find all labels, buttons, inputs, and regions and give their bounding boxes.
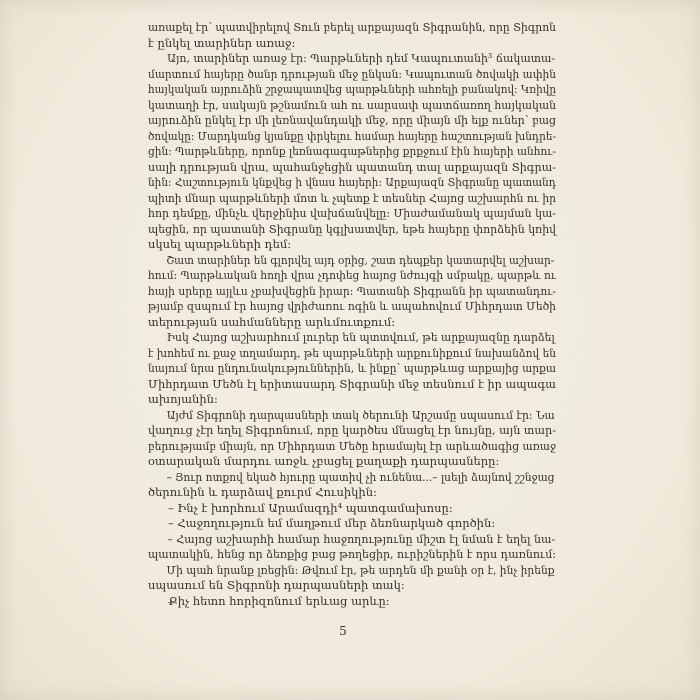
text-line: պիտի մնար պարթևների մոտ և չպետք է տեսներ Հայոց աշխարհն ու իր: [148, 190, 556, 205]
paragraph: [148, 594, 556, 610]
text-line: հում: Պարթևական հողի վրա չդոփեց հայոց նժույգի սմբակը, պարթև ու: [148, 268, 556, 282]
text-line: – Ինչ է խորհում Արամազդի⁴ պատգամախոսը:: [168, 500, 453, 515]
text-line: պեցին, որ պատանի Տիգրանը կգլխատվեր, եթե հայերը փորձեին կռիվ: [148, 221, 556, 236]
text-line: կատաղի էր, սակայն թշնամուն ահ ու սարսափ պատճառող հայկական: [148, 97, 556, 112]
text-line: սկսել պարթևների դեմ:: [148, 237, 292, 251]
text-line: թյամբ զսպում էր հայոց վրիժառու ոգին և ապահովում Միհրդատ Մեծի: [148, 299, 556, 313]
text-line: պատակին, հենց որ ձեռքից բաց թողեցիր, ուրիշներին է որս դառնում:: [148, 547, 556, 561]
paragraph: [148, 501, 556, 517]
text-line: ախոյանին:: [148, 392, 218, 406]
text-line: սպասում են Տիգրոնի դարպասների տակ:: [148, 578, 405, 592]
text-line: – Յուր ոտքով եկած հյուրը պատիվ չի ունենա...– լսելի ձայնով շշնջաց: [166, 469, 555, 484]
paragraph: [148, 20, 556, 51]
page-number: 5: [339, 624, 347, 638]
paragraph: [148, 532, 556, 563]
text-line: Միհրդատ Մեծն էլ երիտասարդ Տիգրանի մեջ տեսնում է իր ապագա: [148, 376, 556, 391]
paragraph: [148, 330, 556, 408]
text-line: այրուձին ընկել էր մի լեռնավանդակի մեջ, որը միայն մի ելք ուներ՝ բաց: [148, 113, 556, 127]
text-line: – Հաջողություն եմ մաղթում մեր ձեռնարկած գործին:: [168, 516, 496, 530]
text-line: մարտում հայերը ծանր դրության մեջ ընկան: Կապուտան ծովակի ափին: [148, 66, 556, 81]
text-line: նայում նրա ընդունակություններին, և ինքը՝ պարթևաց արքայից արքա: [148, 361, 556, 375]
text-line: – Հայոց աշխարհի համար հաջողությունը միշտ էլ նման է եղել նա-: [167, 531, 556, 546]
paragraph: [148, 51, 556, 253]
text-line: Քիչ հետո հորիզոնում երևաց արևը:: [168, 593, 390, 608]
text-line: օտարական մարդու առջև չբացել քաղաքի դարպասները:: [148, 454, 500, 468]
text-line: է ընկել տարիներ առաջ:: [148, 35, 296, 50]
text-line: բերությամբ միայն, որ Միհրդատ Մեծը հրամայել էր արևածագից առաջ: [148, 438, 556, 453]
paragraph: [148, 470, 556, 501]
text-line: տերության սահմանները արևմուտքում:: [148, 314, 396, 329]
text-line: Իսկ Հայոց աշխարհում լուրեր են պտտվում, թե արքայազնը դարձել: [166, 330, 555, 344]
text-line: ծովակը: Մարդկանց կյանքը փրկելու համար հայերը հաշտության խնդրե-: [148, 128, 556, 143]
text-line: Այո, տարիներ առաջ էր: Պարթևների դեմ Կապուտանի³ ճակատա-: [167, 51, 556, 65]
text-line: հայկական այրուձին շրջապատվեց պարթևների ահռելի բանակով: Կռիվը: [148, 82, 556, 96]
text-line: սալի դրության վրա, պահանջեցին պատանդ տալ արքայազն Տիգրա-: [148, 159, 556, 174]
text-line: հայի սրերը այլևս չբախվեցին իրար: Պատանի Տիգրանն իր պատանդու-: [148, 283, 556, 298]
text-line: ցին: Պարթևները, որոնք լեռնագագաթներից քրքջում էին հայերի անհու-: [148, 144, 556, 158]
body-text: [148, 20, 556, 609]
paragraph: [148, 253, 556, 331]
text-line: վաղուց չէր եղել Տիգրոնում, որը կարծես մնացել էր նույնը, այն տար-: [148, 423, 556, 437]
text-line: Այժմ Տիգրոնի դարպասների տակ ծերունի Արշամը սպասում էր: Նա: [166, 407, 555, 422]
text-line: Մի պահ նրանք լռեցին: Թվում էր, թե արդեն մի քանի օր է, ինչ իրենք: [166, 562, 555, 577]
paragraph: [148, 516, 556, 532]
paragraph: [148, 563, 556, 594]
text-line: նին: Հաշտություն կնքվեց ի վնաս հայերի: Արքայազն Տիգրանը պատանդ: [148, 175, 556, 189]
text-line: ծերունին և դարձավ քուրմ Հուսիկին:: [148, 485, 377, 499]
text-line: Շատ տարիներ են գլորվել այդ օրից, շատ դեպքեր կատարվել աշխար-: [166, 252, 555, 267]
text-line: հոր դեմքը, մինչև վերջինիս վախճանվելը: Միաժամանակ պայման կա-: [148, 206, 556, 220]
paragraph: [148, 408, 556, 470]
text-line: առաքել էր՝ պատվիրելով Տուն բերել արքայազն Տիգրանին, որը Տիգրոն: [148, 20, 556, 34]
text-line: է խոհեմ ու քաջ տղամարդ, թե պարթևների արքունիքում նախանձով են: [148, 345, 556, 360]
